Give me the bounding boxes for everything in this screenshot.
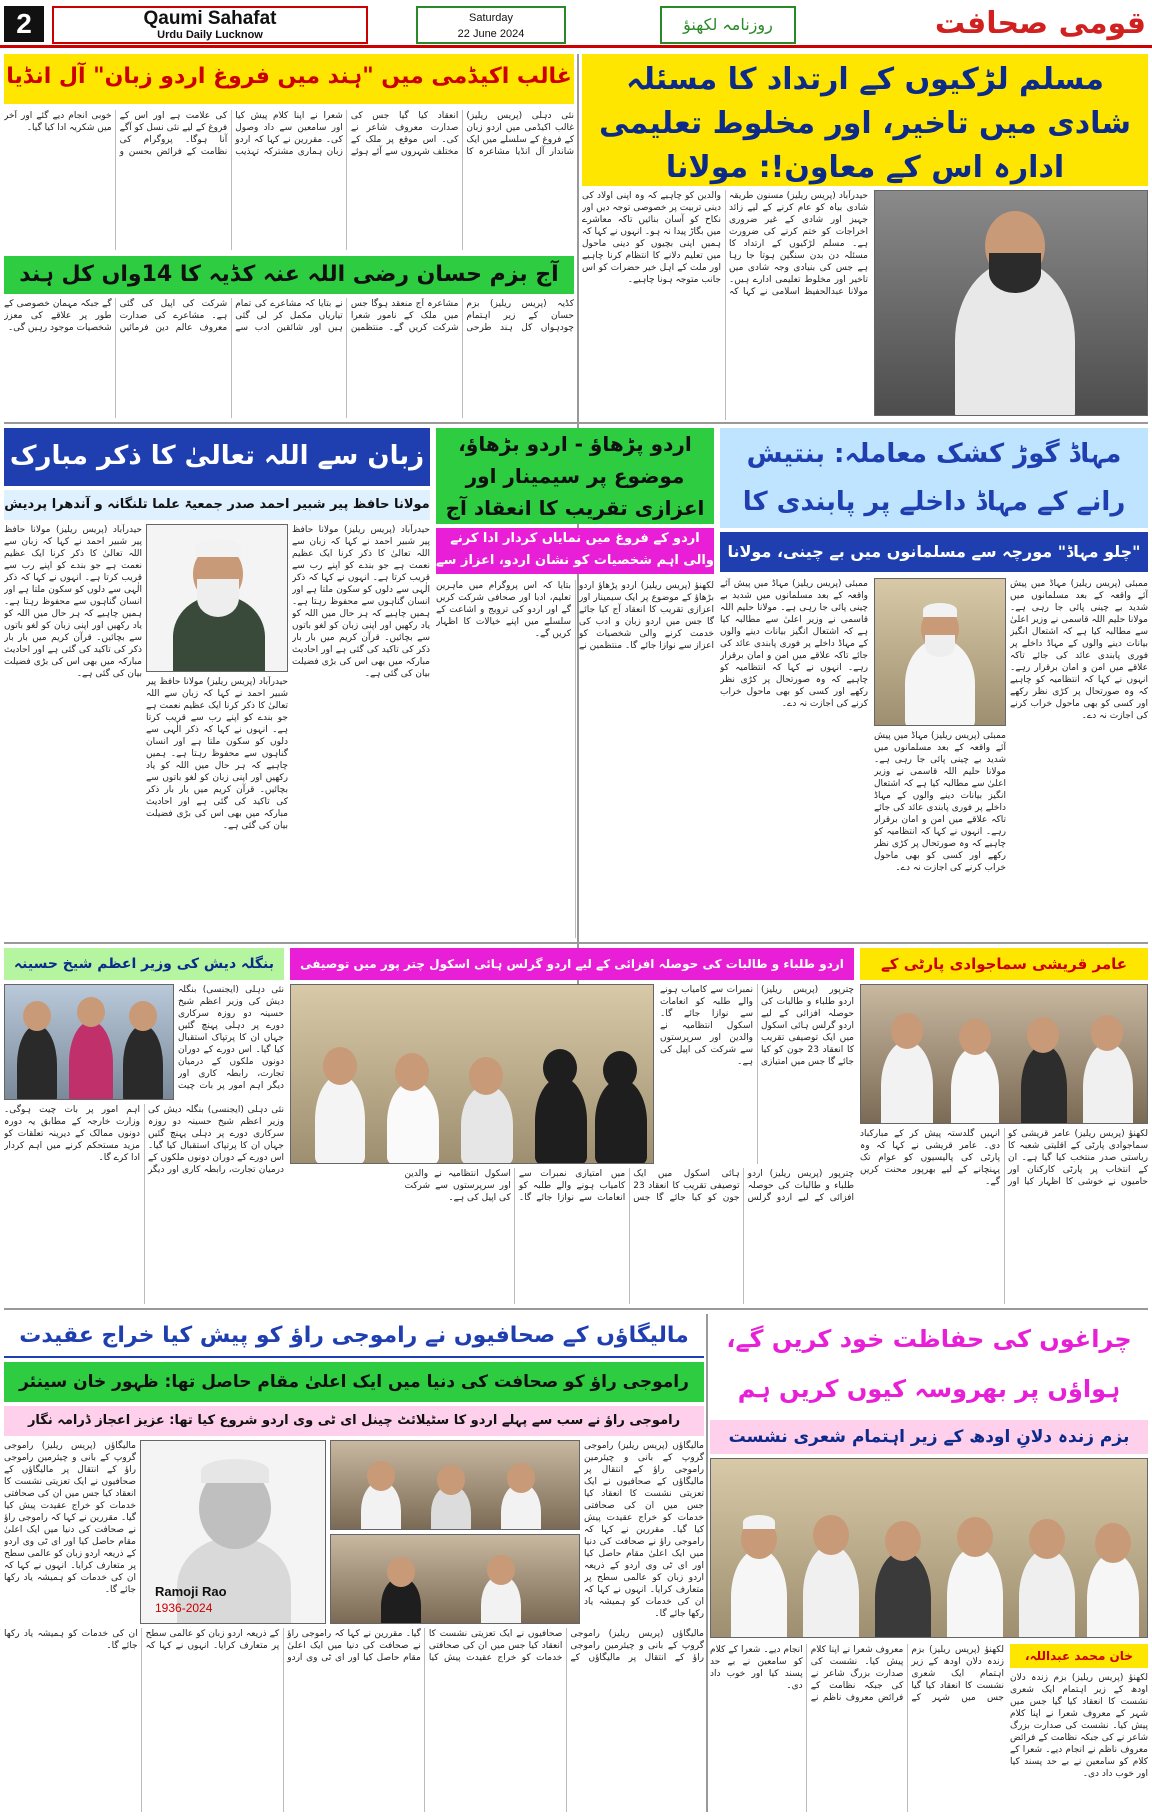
story6-body-right: ممبئی (پریس ریلیز) مہاڈ میں پیش آئے واقعہ کے بعد مسلمانوں میں شدید بے چینی پائی جا رہی ہے۔ مولانا حلیم اللہ قاسمی نے وزیر اعلیٰ سے مطالبہ کیا ہے کہ اشتعال انگیز بیانات دینے والوں کے مہاڈ داخلے پر فوری پابندی عائد کی جائے تاکہ علاقے میں امن و امان برقرار رہے۔ انہوں نے کہا کہ انتظامیہ کو چاہیے کہ وہ صورتحال پر کڑی نظر رکھے اور کسی کو بھی ماحول خراب کرنے کی اجازت نہ دے۔ (1010, 579, 1148, 721)
story10-subhead1: راموجی راؤ کو صحافت کی دنیا میں ایک اعلیٰ مقام حاصل تھا: ظہور خان سینئر (4, 1362, 704, 1402)
story11-photo (710, 1458, 1148, 1638)
story9-body: لکھنؤ (پریس ریلیز) عامر قریشی کو سماجوادی پارٹی کے اقلیتی شعبہ کا ریاستی صدر منتخب کیا گیا ہے۔ ان کے انتخاب پر پارٹی کارکنان اور حامیوں نے خوشی کا اظہار کیا اور انہیں گلدستہ پیش کر کے مبارکباد دی۔ عامر قریشی نے کہا کہ وہ پارٹی کی پالیسیوں کو عوام تک پہنچانے کے لیے بھرپور محنت کریں گے۔ (860, 1129, 1148, 1187)
bottom-divider (706, 1314, 708, 1812)
story4-photo (146, 524, 288, 672)
story11-body: لکھنؤ (پریس ریلیز) بزم زندہ دلان اودھ کے زیر اہتمام ایک شعری نشست کا انعقاد کیا گیا جس میں شہر کے معروف شعرا نے اپنا کلام پیش کیا۔ نشست کی صدارت بزرگ شاعر نے کی جبکہ نظامت کے فرائض معروف ناظم نے انجام دیے۔ شعرا کے کلام کو سامعین نے بے حد پسند کیا اور خوب داد دی۔ (710, 1645, 1004, 1703)
story9-headline: عامر قریشی سماجوادی پارٹی کے (860, 948, 1148, 980)
brand-title-en: Qaumi Sahafat (143, 8, 277, 29)
story11-headline: چراغوں کی حفاظت خود کریں گے، ہواؤں پر بھروسہ کیوں کریں ہم (710, 1314, 1148, 1418)
story10-photo-event2 (330, 1534, 580, 1624)
divider-3 (4, 1308, 1148, 1310)
story11-byline: خان محمد عبداللہ، (1010, 1644, 1148, 1668)
issue-date: 22 June 2024 (457, 28, 525, 40)
story6-body-mid: ممبئی (پریس ریلیز) مہاڈ میں پیش آئے واقعہ کے بعد مسلمانوں میں شدید بے چینی پائی جا رہی ہے۔ مولانا حلیم اللہ قاسمی نے وزیر اعلیٰ سے مطالبہ کیا ہے کہ اشتعال انگیز بیانات دینے والوں کے مہاڈ داخلے پر فوری پابندی عائد کی جائے تاکہ علاقے میں امن و امان برقرار رہے۔ انہوں نے کہا کہ انتظامیہ کو چاہیے کہ وہ صورتحال پر کڑی نظر رکھے اور کسی کو بھی ماحول خراب کرنے کی اجازت نہ دے۔ (874, 731, 1006, 873)
story4-subhead: مولانا حافظ پیر شبیر احمد صدر جمعیۃ علما تلنگانہ و آندھرا پردیش (4, 490, 430, 520)
divider-1 (4, 422, 1148, 424)
story11-subhead: بزم زندہ دلانِ اودھ کے زیر اہتمام شعری نشست (710, 1420, 1148, 1454)
masthead (0, 0, 1152, 48)
story1-photo (874, 190, 1148, 416)
story10-photo-event1 (330, 1440, 580, 1530)
story6-subhead: "چلو مہاڈ" مورچہ سے مسلمانوں میں بے چینی، مولانا (720, 532, 1148, 572)
daily-label: روزنامہ لکھنؤ (660, 6, 796, 44)
story2-body: نئی دہلی (پریس ریلیز) غالب اکیڈمی میں اردو زبان کے فروغ کے سلسلے میں ایک شاندار آل انڈیا مشاعرہ کا انعقاد کیا گیا جس کی صدارت معروف شاعر نے کی۔ اس موقع پر ملک کے مختلف شہروں سے آئے ہوئے شعرا نے اپنا کلام پیش کیا اور سامعین سے داد وصول کی۔ مقررین نے کہا کہ اردو زبان ہماری مشترکہ تہذیب کی علامت ہے اور اس کے فروغ کے لیے نئی نسل کو آگے آنا ہوگا۔ پروگرام کی نظامت کے فرائض بحسن و خوبی انجام دیے گئے اور آخر میں شکریہ ادا کیا گیا۔ (4, 111, 574, 157)
story8-body: چترپور (پریس ریلیز) اردو طلباء و طالبات کی حوصلہ افزائی کے لیے اردو گرلس ہائی اسکول میں ایک توصیفی تقریب کا انعقاد 23 جون کو کیا جائے گا جس میں امتیازی نمبرات سے کامیاب ہونے والے طلبہ کو انعامات سے نوازا جائے گا۔ اسکول انتظامیہ نے والدین اور سرپرستوں سے شرکت کی اپیل کی ہے۔ (404, 1169, 854, 1203)
story10-body-right: مالیگاؤں (پریس ریلیز) راموجی گروپ کے بانی و چیئرمین راموجی راؤ کے انتقال پر مالیگاؤں کے صحافیوں نے ایک تعزیتی نشست کا انعقاد کیا جس میں ان کی صحافتی خدمات کو خراج عقیدت پیش کیا گیا۔ مقررین نے کہا کہ راموجی راؤ نے صحافت کی دنیا میں ایک اعلیٰ مقام حاصل کیا اور ای ٹی وی اردو کے ذریعہ اردو زبان کو عالمی سطح پر متعارف کرایا۔ انہوں نے کہا کہ ان کی خدمات کو ہمیشہ یاد رکھا جائے گا۔ (584, 1441, 704, 1619)
date-box (416, 6, 566, 44)
story8-headline: اردو طلباء و طالبات کی حوصلہ افزائی کے لیے اردو گرلس ہائی اسکول چتر پور میں توصیفی (290, 948, 854, 980)
story10-subhead2: راموجی راؤ نے سب سے پہلے اردو کا سٹیلائٹ چینل ای ٹی وی اردو شروع کیا تھا: عزیز اعجاز ڈرامہ نگار (4, 1406, 704, 1436)
story10-photo-years: 1936-2024 (155, 1601, 213, 1615)
story7-headline: بنگلہ دیش کی وزیر اعظم شیخ حسینہ (4, 948, 284, 980)
story2-headline: غالب اکیڈمی میں "ہند میں فروغ اردو زبان" آل انڈیا (4, 54, 574, 104)
weekday: Saturday (468, 12, 514, 24)
story3-body: کڈیہ (پریس ریلیز) بزم حسان کے زیر اہتمام چودہواں کل ہند طرحی مشاعرہ آج منعقد ہوگا جس میں ملک کے نامور شعرا شرکت کریں گے۔ منتظمین نے بتایا کہ مشاعرے کی تمام تیاریاں مکمل کر لی گئی ہیں اور شائقین ادب سے شرکت کی اپیل کی گئی ہے۔ مشاعرے کی صدارت معروف عالم دین فرمائیں گے جبکہ مہمان خصوصی کے طور پر علاقے کی معزز شخصیات موجود رہیں گی۔ (4, 299, 574, 333)
story10-photo-portrait (140, 1440, 326, 1624)
divider-2 (4, 942, 1148, 944)
story7-body-right: نئی دہلی (ایجنسی) بنگلہ دیش کی وزیر اعظم شیخ حسینہ دو روزہ سرکاری دورے پر دہلی پہنچ گئیں جہاں ان کا پرتپاک استقبال کیا گیا۔ اس دورے کے دوران دونوں ملکوں کے درمیان تجارت، رابطہ کاری اور دیگر اہم امور پر بات چیت (178, 985, 284, 1091)
story1-body: حیدرآباد (پریس ریلیز) مسنون طریقہ شادی بیاہ کو عام کرنے کے لیے زائد جہیز اور شادی کے غیر ضروری اخراجات کو ختم کرنے کی ضرورت ہے۔ مسلم لڑکیوں کے ارتداد کا مسئلہ دن بدن سنگین ہوتا جا رہا ہے جس کی بنیادی وجہ شادی میں تاخیر اور مخلوط تعلیمی ادارے ہیں۔ مولانا عبدالحفیظ اسلامی نے کہا کہ والدین کو چاہیے کہ وہ اپنی اولاد کی دینی تربیت پر خصوصی توجہ دیں اور نکاح کو آسان بنائیں تاکہ معاشرے میں بگاڑ پیدا نہ ہو۔ انہوں نے کہا کہ ہمیں اپنی بچیوں کو دینی ماحول میں تعلیم دلانے کا انتظام کرنا چاہیے اور ملت کے اہل خیر حضرات کو اس جانب متوجہ ہونا چاہیے۔ (582, 191, 868, 297)
story4-body-mid: حیدرآباد (پریس ریلیز) مولانا حافظ پیر شبیر احمد نے کہا کہ زبان سے اللہ تعالیٰ کا ذکر کرنا ایک عظیم نعمت ہے جو بندے کو اپنے رب سے قریب کرتا ہے۔ انہوں نے کہا کہ ذکر الٰہی سے دلوں کو سکون ملتا ہے اور انسان گناہوں سے محفوظ رہتا ہے۔ ہمیں چاہیے کہ ہر حال میں اللہ کو یاد رکھیں اور اپنی زبان کو لغو باتوں سے بچائیں۔ قرآن کریم میں بار بار ذکر کی تاکید کی گئی ہے اور احادیث مبارکہ میں بھی اس کی بڑی فضیلت بیان کی گئی ہے۔ (146, 677, 288, 831)
story6-headline: مہاڈ گوڑ کشک معاملہ: بنتیش رانے کے مہاڈ داخلے پر پابندی کا (720, 428, 1148, 528)
brand-subtitle-en: Urdu Daily Lucknow (157, 29, 263, 41)
story10-body: مالیگاؤں (پریس ریلیز) راموجی گروپ کے بانی و چیئرمین راموجی راؤ کے انتقال پر مالیگاؤں کے صحافیوں نے ایک تعزیتی نشست کا انعقاد کیا جس میں ان کی صحافتی خدمات کو خراج عقیدت پیش کیا گیا۔ مقررین نے کہا کہ راموجی راؤ نے صحافت کی دنیا میں ایک اعلیٰ مقام حاصل کیا اور ای ٹی وی اردو کے ذریعہ اردو زبان کو عالمی سطح پر متعارف کرایا۔ انہوں نے کہا کہ ان کی خدمات کو ہمیشہ یاد رکھا جائے گا۔ (4, 1629, 704, 1663)
story1-headline: مسلم لڑکیوں کے ارتداد کا مسئلہ شادی میں تاخیر، اور مخلوط تعلیمی ادارہ اس کے معاون!: مولانا (582, 54, 1148, 186)
story7-body: نئی دہلی (ایجنسی) بنگلہ دیش کی وزیر اعظم شیخ حسینہ دو روزہ سرکاری دورے پر دہلی پہنچ گئیں جہاں ان کا پرتپاک استقبال کیا گیا۔ اس دورے کے دوران دونوں ملکوں کے درمیان تجارت، رابطہ کاری اور دیگر اہم امور پر بات چیت ہوگی۔ وزارت خارجہ کے مطابق یہ دورہ دونوں ممالک کے دیرینہ تعلقات کو مزید مستحکم کرنے میں اہم کردار ادا کرے گا۔ (4, 1105, 284, 1175)
story5-headline: اردو پڑھاؤ - اردو بڑھاؤ، موضوع پر سیمینار اور اعزازی تقریب کا انعقاد آج (436, 428, 714, 524)
brand-title-ur: قومی صحافت (934, 6, 1146, 41)
story3-headline: آج بزم حسان رضی اللہ عنہ کڈیہ کا 14واں کل ہند (4, 256, 574, 294)
story8-photo (290, 984, 654, 1164)
story10-photo-name: Ramoji Rao (155, 1584, 227, 1599)
story4-headline: زبان سے اللہ تعالیٰ کا ذکر مبارک (4, 428, 430, 486)
story10-body-left: مالیگاؤں (پریس ریلیز) راموجی گروپ کے بانی و چیئرمین راموجی راؤ کے انتقال پر مالیگاؤں کے صحافیوں نے ایک تعزیتی نشست کا انعقاد کیا جس میں ان کی صحافتی خدمات کو خراج عقیدت پیش کیا گیا۔ مقررین نے کہا کہ راموجی راؤ نے صحافت کی دنیا میں ایک اعلیٰ مقام حاصل کیا اور ای ٹی وی اردو کے ذریعہ اردو زبان کو عالمی سطح پر متعارف کرایا۔ انہوں نے کہا کہ ان کی خدمات کو ہمیشہ یاد رکھا جائے گا۔ (4, 1441, 136, 1595)
story10-headline: مالیگاؤں کے صحافیوں نے راموجی راؤ کو پیش کیا خراج عقیدت (4, 1314, 704, 1358)
story5-body: لکھنؤ (پریس ریلیز) اردو پڑھاؤ اردو بڑھاؤ کے موضوع پر ایک سیمینار اور اعزازی تقریب کا انعقاد آج کیا جائے گا جس میں اردو زبان و ادب کی خدمت کرنے والی شخصیات کو اعزاز سے نوازا جائے گا۔ منتظمین نے بتایا کہ اس پروگرام میں ماہرین تعلیم، ادبا اور صحافی شرکت کریں گے اور اردو کی ترویج و اشاعت کے سلسلے میں اپنے خیالات کا اظہار کریں گے۔ (436, 581, 714, 651)
story9-photo (860, 984, 1148, 1124)
story11-body-right: لکھنؤ (پریس ریلیز) بزم زندہ دلان اودھ کے زیر اہتمام ایک شعری نشست کا انعقاد کیا گیا جس میں شہر کے معروف شعرا نے اپنا کلام پیش کیا۔ نشست کی صدارت بزرگ شاعر نے کی جبکہ نظامت کے فرائض معروف ناظم نے انجام دیے۔ شعرا کے کلام کو سامعین نے بے حد پسند کیا اور خوب داد دی۔ (1010, 1673, 1148, 1779)
story6-body-left: ممبئی (پریس ریلیز) مہاڈ میں پیش آئے واقعہ کے بعد مسلمانوں میں شدید بے چینی پائی جا رہی ہے۔ مولانا حلیم اللہ قاسمی نے وزیر اعلیٰ سے مطالبہ کیا ہے کہ اشتعال انگیز بیانات دینے والوں کے مہاڈ داخلے پر فوری پابندی عائد کی جائے تاکہ علاقے میں امن و امان برقرار رہے۔ انہوں نے کہا کہ انتظامیہ کو چاہیے کہ وہ صورتحال پر کڑی نظر رکھے اور کسی کو بھی ماحول خراب کرنے کی اجازت نہ دے۔ (720, 579, 868, 709)
story4-body-left: حیدرآباد (پریس ریلیز) مولانا حافظ پیر شبیر احمد نے کہا کہ زبان سے اللہ تعالیٰ کا ذکر کرنا ایک عظیم نعمت ہے جو بندے کو اپنے رب سے قریب کرتا ہے۔ انہوں نے کہا کہ ذکر الٰہی سے دلوں کو سکون ملتا ہے اور انسان گناہوں سے محفوظ رہتا ہے۔ ہمیں چاہیے کہ ہر حال میں اللہ کو یاد رکھیں اور اپنی زبان کو لغو باتوں سے بچائیں۔ قرآن کریم میں بار بار ذکر کی تاکید کی گئی ہے اور احادیث مبارکہ میں بھی اس کی بڑی فضیلت بیان کی گئی ہے۔ (4, 525, 142, 679)
story7-photo (4, 984, 174, 1100)
brand-box (52, 6, 368, 44)
page-number: 2 (4, 6, 44, 42)
story8-body-right: چترپور (پریس ریلیز) اردو طلباء و طالبات کی حوصلہ افزائی کے لیے اردو گرلس ہائی اسکول میں ایک توصیفی تقریب کا انعقاد 23 جون کو کیا جائے گا جس میں امتیازی نمبرات سے کامیاب ہونے والے طلبہ کو انعامات سے نوازا جائے گا۔ اسکول انتظامیہ نے والدین اور سرپرستوں سے شرکت کی اپیل کی ہے۔ (660, 985, 854, 1067)
story6-photo (874, 578, 1006, 726)
story5-subhead: اردو کے فروغ میں نمایاں کردار ادا کرنے والی اہم شخصیات کو نشان اردو، اعزاز سے (436, 528, 714, 574)
story4-body-right: حیدرآباد (پریس ریلیز) مولانا حافظ پیر شبیر احمد نے کہا کہ زبان سے اللہ تعالیٰ کا ذکر کرنا ایک عظیم نعمت ہے جو بندے کو اپنے رب سے قریب کرتا ہے۔ انہوں نے کہا کہ ذکر الٰہی سے دلوں کو سکون ملتا ہے اور انسان گناہوں سے محفوظ رہتا ہے۔ ہمیں چاہیے کہ ہر حال میں اللہ کو یاد رکھیں اور اپنی زبان کو لغو باتوں سے بچائیں۔ قرآن کریم میں بار بار ذکر کی تاکید کی گئی ہے اور احادیث مبارکہ میں بھی اس کی بڑی فضیلت بیان کی گئی ہے۔ (292, 525, 430, 679)
